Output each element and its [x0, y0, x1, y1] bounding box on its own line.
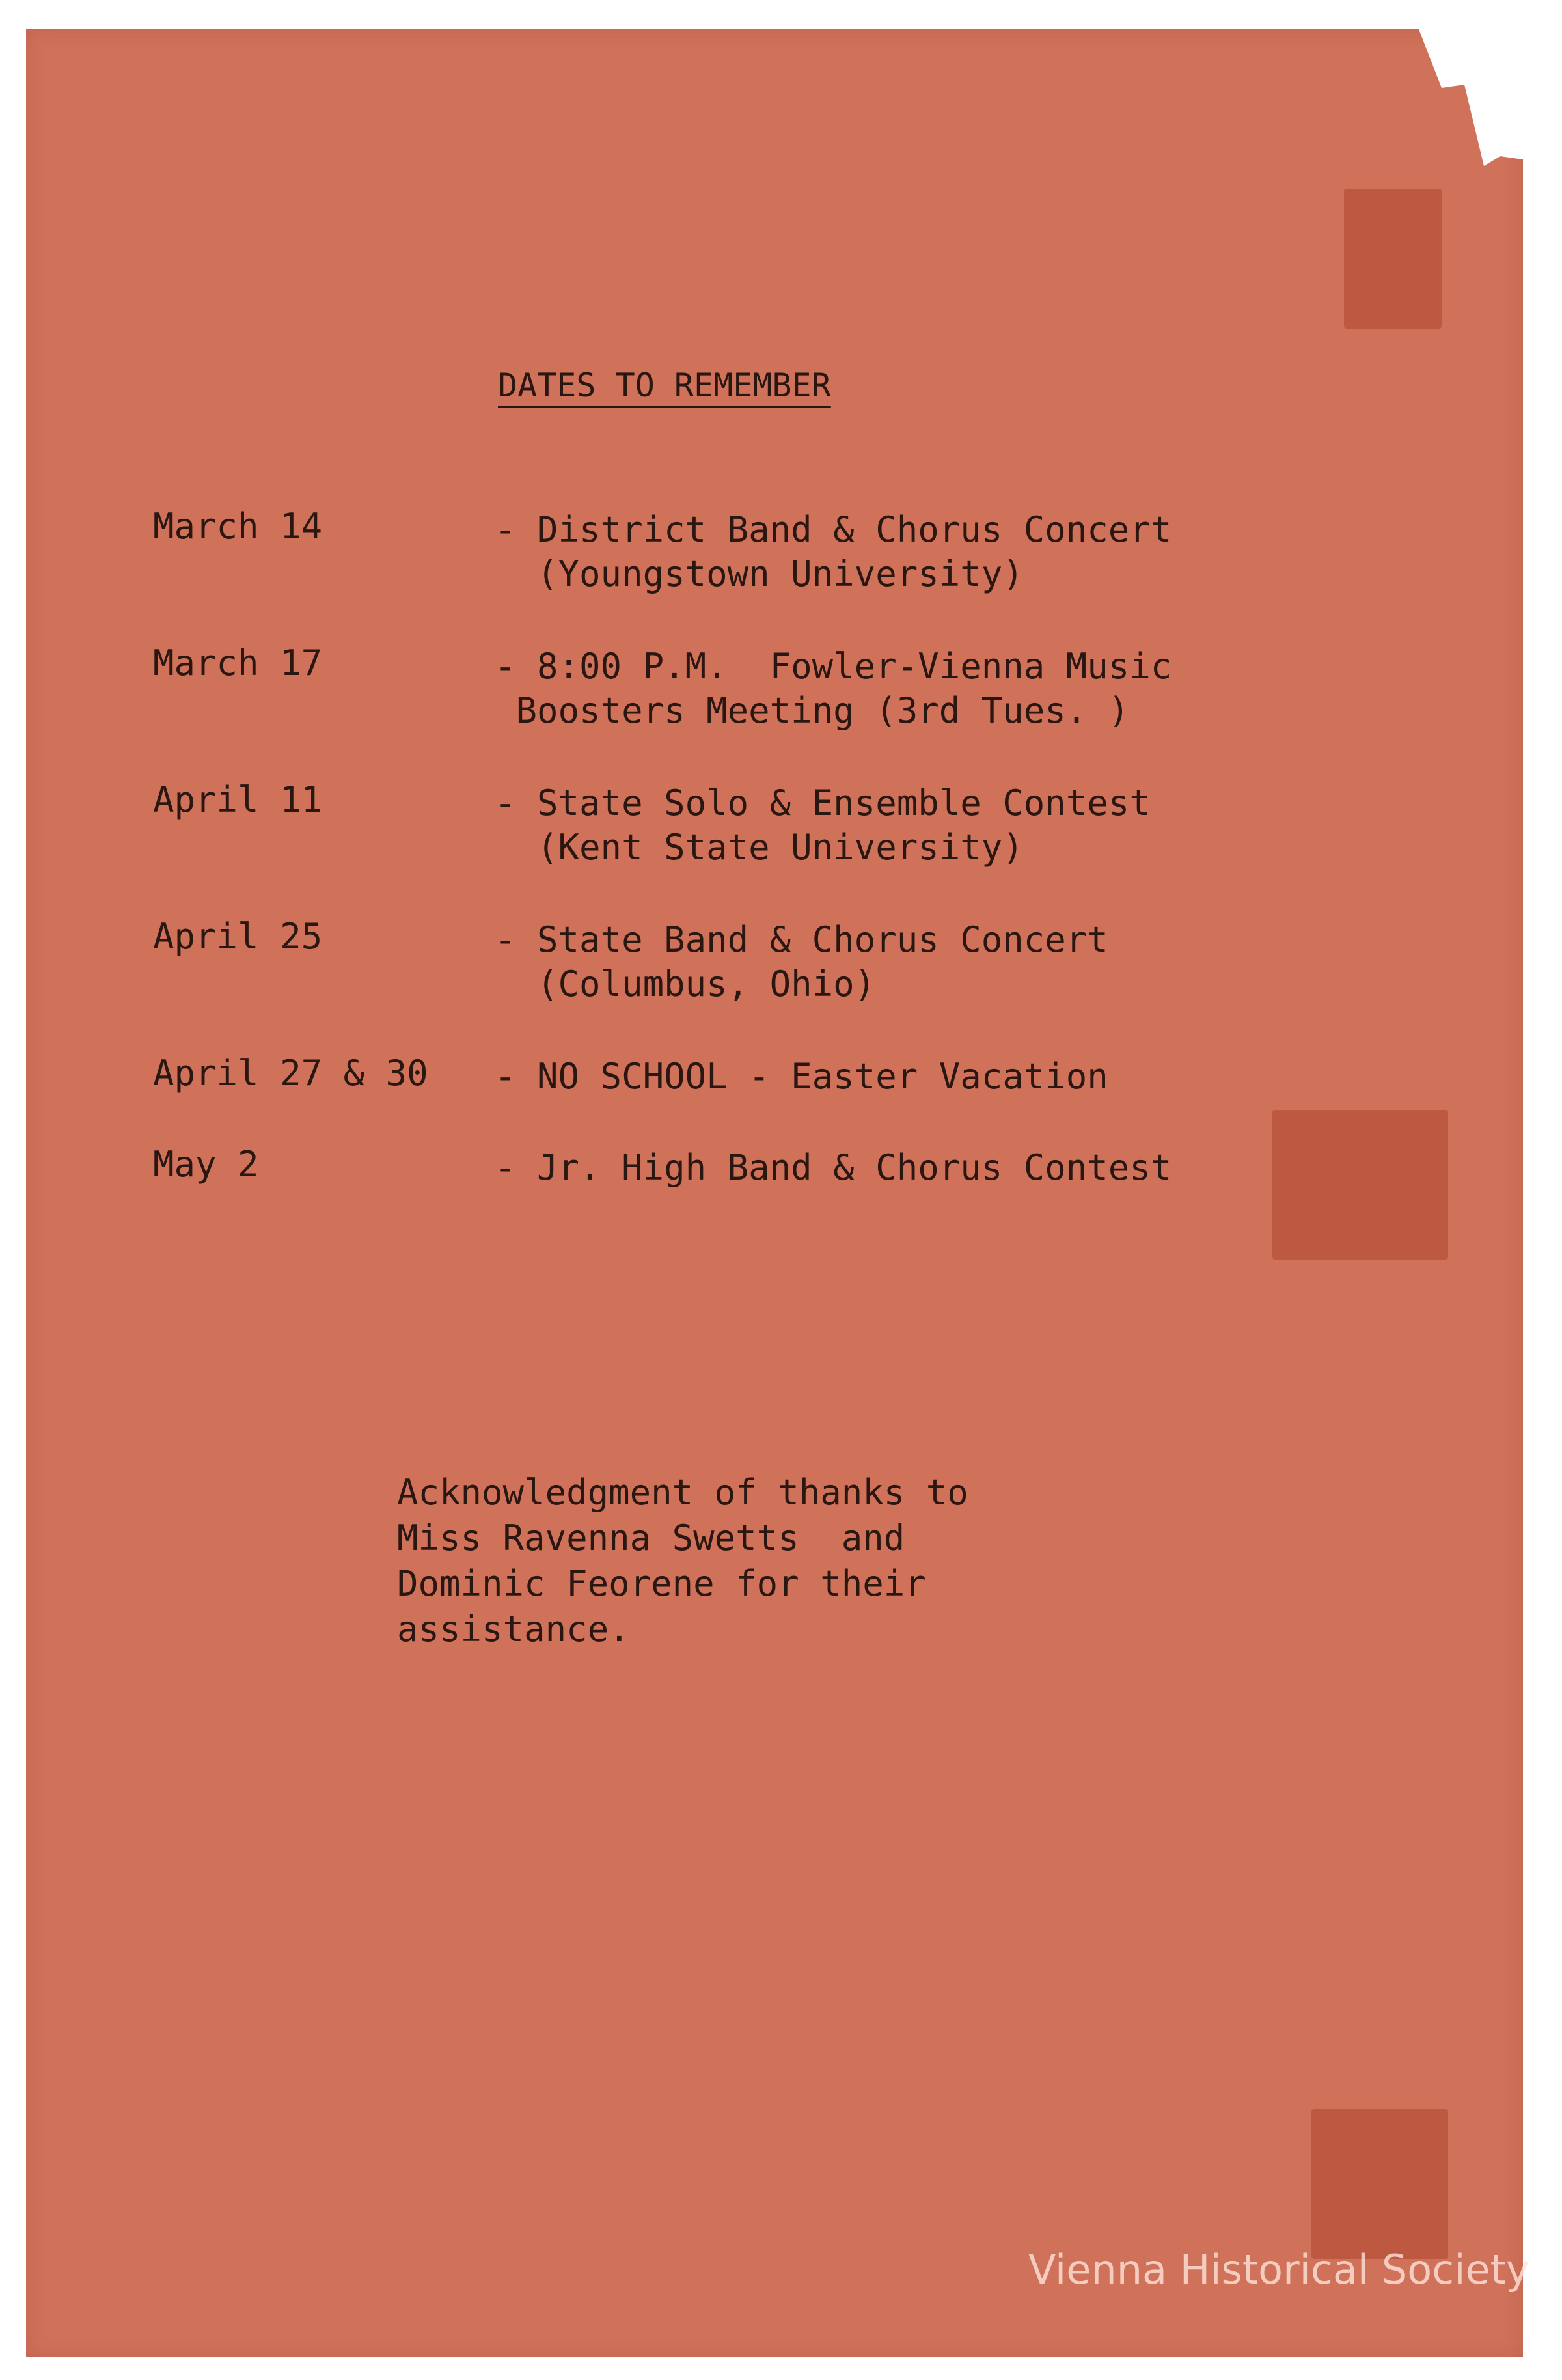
event-date: March 14: [153, 506, 323, 547]
event-line: - Jr. High Band & Chorus Contest: [495, 1147, 1172, 1188]
event-line: - NO SCHOOL - Easter Vacation: [495, 1056, 1108, 1097]
event-description: [495, 1055, 1108, 1099]
event-line: (Kent State University): [495, 827, 1024, 868]
event-line: - District Band & Chorus Concert: [495, 509, 1172, 550]
page-title: DATES TO REMEMBER: [498, 367, 831, 404]
event-description: [495, 1146, 1172, 1190]
tape-mark: [1311, 2109, 1448, 2259]
event-date: March 17: [153, 643, 323, 684]
event-description: [495, 781, 1151, 870]
event-description: [495, 508, 1172, 596]
event-line: - State Solo & Ensemble Contest: [495, 782, 1151, 823]
event-date: April 11: [153, 779, 323, 820]
event-line: - 8:00 P.M. Fowler-Vienna Music: [495, 646, 1172, 687]
acknowledgment-line: Acknowledgment of thanks to: [397, 1472, 968, 1513]
event-line: Boosters Meeting (3rd Tues. ): [495, 690, 1130, 731]
tape-mark: [1344, 189, 1442, 329]
tape-mark: [1272, 1110, 1448, 1260]
event-date: May 2: [153, 1144, 259, 1185]
event-line: (Columbus, Ohio): [495, 963, 876, 1004]
event-date: April 27 & 30: [153, 1053, 428, 1094]
event-line: (Youngstown University): [495, 553, 1024, 594]
acknowledgment-line: assistance.: [397, 1609, 630, 1650]
event-date: April 25: [153, 916, 323, 957]
acknowledgment-line: Dominic Feorene for their: [397, 1563, 926, 1604]
watermark: Vienna Historical Society: [1028, 2246, 1530, 2293]
event-description: [495, 918, 1108, 1006]
event-description: [495, 644, 1172, 733]
acknowledgment-note: [397, 1470, 1048, 1652]
acknowledgment-line: Miss Ravenna Swetts and: [397, 1517, 905, 1558]
event-line: - State Band & Chorus Concert: [495, 919, 1108, 960]
